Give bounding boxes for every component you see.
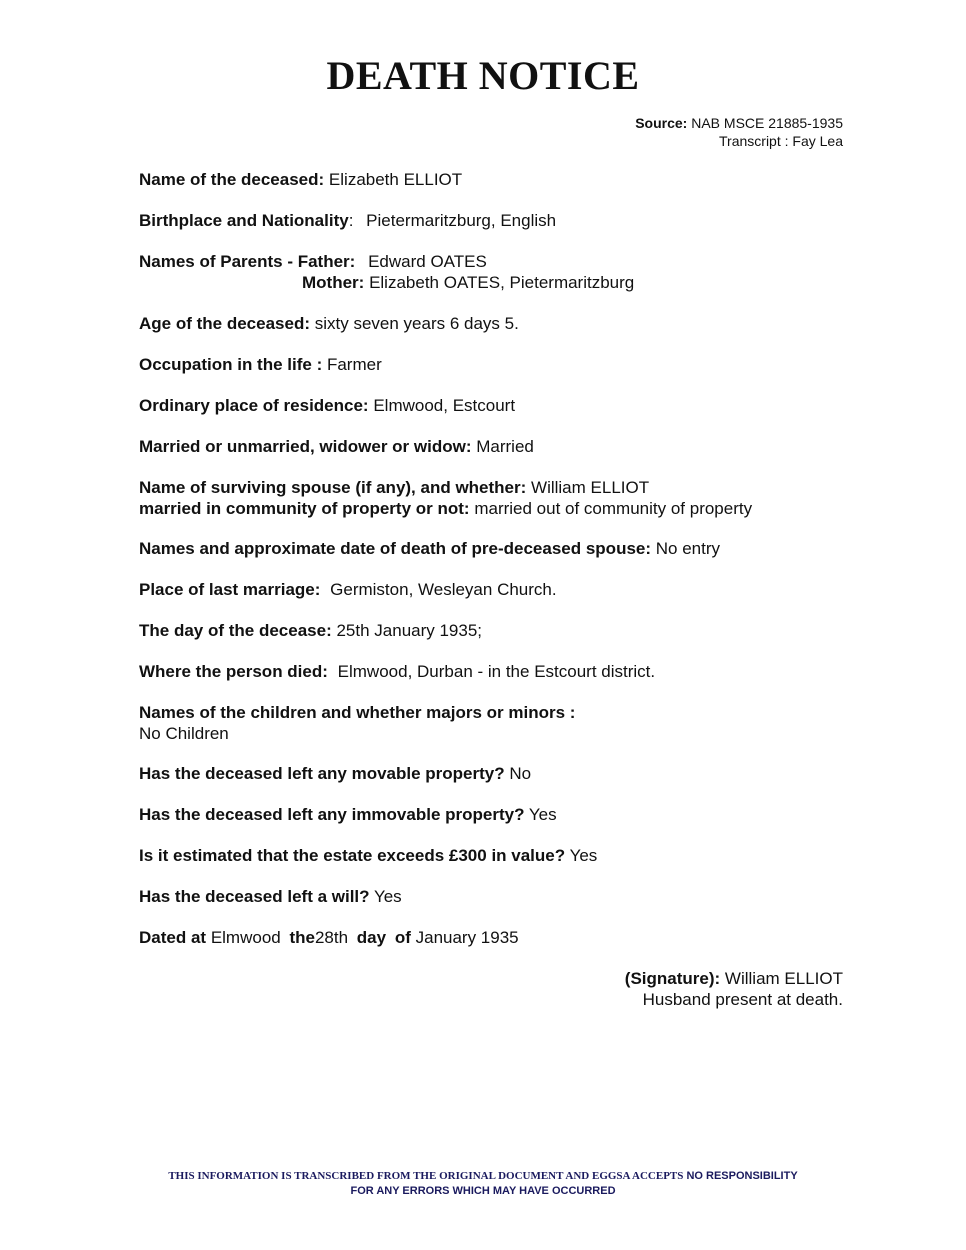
field-value: Germiston, Wesleyan Church. [330, 580, 557, 599]
occupation-field [139, 354, 382, 375]
disclaimer-line-1 [0, 1169, 966, 1184]
dated-field [139, 927, 519, 948]
children-value: No Children [139, 724, 229, 743]
document-title: DEATH NOTICE [326, 53, 640, 98]
field-label: The day of the decease: [139, 621, 332, 640]
field-label: Is it estimated that the estate exceeds £300 in value? [139, 846, 566, 865]
field-value: sixty seven years 6 days 5. [314, 314, 519, 333]
dated-at-label: Dated at [139, 928, 207, 947]
spouse-field [139, 477, 649, 498]
field-separator: : [348, 211, 354, 230]
community-property-field [139, 498, 752, 519]
parents-field [139, 251, 487, 272]
disclaimer-sans-text: NO RESPONSIBILITY [686, 1170, 798, 1182]
will-field [139, 886, 402, 907]
field-value: Elmwood, Durban - in the Estcourt district. [337, 662, 656, 681]
disclaimer-footer [0, 1169, 966, 1199]
signature-line [625, 968, 843, 989]
deceased-name-field [139, 169, 462, 190]
dated-the-label: the [289, 928, 315, 947]
field-value: 25th January 1935; [336, 621, 483, 640]
field-label: Name of surviving spouse (if any), and whether: [139, 478, 527, 497]
field-label: Has the deceased left a will? [139, 887, 370, 906]
field-label: married in community of property or not: [139, 499, 470, 518]
field-label: Married or unmarried, widower or widow: [139, 437, 472, 456]
field-label: Name of the deceased: [139, 170, 325, 189]
field-value: Elmwood, Estcourt [373, 396, 516, 415]
field-label: Where the person died: [139, 662, 328, 681]
father-value: Edward OATES [368, 252, 487, 271]
field-label: Birthplace and Nationality [139, 211, 349, 230]
field-value: William ELLIOT [531, 478, 650, 497]
age-field [139, 313, 519, 334]
estate-value-field [139, 845, 597, 866]
field-label: Names and approximate date of death of pre-deceased spouse: [139, 539, 652, 558]
signature-value: William ELLIOT [724, 969, 843, 988]
predeceased-spouse-field [139, 538, 720, 559]
field-value: Elizabeth ELLIOT [328, 170, 463, 189]
day-of-decease-field [139, 620, 482, 641]
field-label: Names of the children and whether majors or minors : [139, 703, 576, 722]
field-value: Farmer [326, 355, 382, 374]
immovable-property-field [139, 804, 557, 825]
source-value: NAB MSCE 21885-1935 [691, 115, 843, 131]
last-marriage-field [139, 579, 557, 600]
signature-label: (Signature): [624, 969, 721, 988]
field-label: Occupation in the life : [139, 355, 323, 374]
field-label: Place of last marriage: [139, 580, 321, 599]
field-value: Yes [373, 887, 402, 906]
movable-property-field [139, 763, 531, 784]
field-value: Pietermaritzburg, English [366, 211, 557, 230]
dated-day-label: day [356, 928, 387, 947]
field-value: No entry [655, 539, 721, 558]
signature-block [625, 968, 843, 1010]
dated-day: 28th [314, 928, 349, 947]
source-label: Source: [635, 115, 688, 131]
field-label: Age of the deceased: [139, 314, 310, 333]
disclaimer-line-2: FOR ANY ERRORS WHICH MAY HAVE OCCURRED [350, 1185, 616, 1197]
residence-field [139, 395, 515, 416]
source-line [635, 114, 843, 132]
field-value: No [509, 764, 532, 783]
field-value: Yes [569, 846, 598, 865]
field-value: married out of community of property [474, 499, 753, 518]
field-label: Ordinary place of residence: [139, 396, 369, 415]
mother-value: Elizabeth OATES, Pietermaritzburg [369, 273, 635, 292]
disclaimer-serif-text: THIS INFORMATION IS TRANSCRIBED FROM THE ORIGINAL DOCUMENT AND EGGSA ACCEPTS [168, 1170, 684, 1182]
dated-month-year: January 1935 [415, 928, 519, 947]
field-label: Has the deceased left any movable property? [139, 764, 505, 783]
field-label: Has the deceased left any immovable property? [139, 805, 525, 824]
source-block [635, 114, 843, 150]
where-died-field [139, 661, 655, 682]
mother-field [302, 272, 634, 293]
birthplace-field [139, 210, 556, 231]
transcript-line: Transcript : Fay Lea [719, 133, 843, 149]
field-value: Married [476, 437, 534, 456]
field-value: Yes [528, 805, 557, 824]
dated-place: Elmwood [210, 928, 281, 947]
children-field [139, 702, 575, 723]
marital-status-field [139, 436, 534, 457]
father-label: Names of Parents - Father: [139, 252, 356, 271]
signature-note: Husband present at death. [642, 990, 843, 1009]
dated-of-label: of [394, 928, 411, 947]
mother-label: Mother: [302, 273, 365, 292]
